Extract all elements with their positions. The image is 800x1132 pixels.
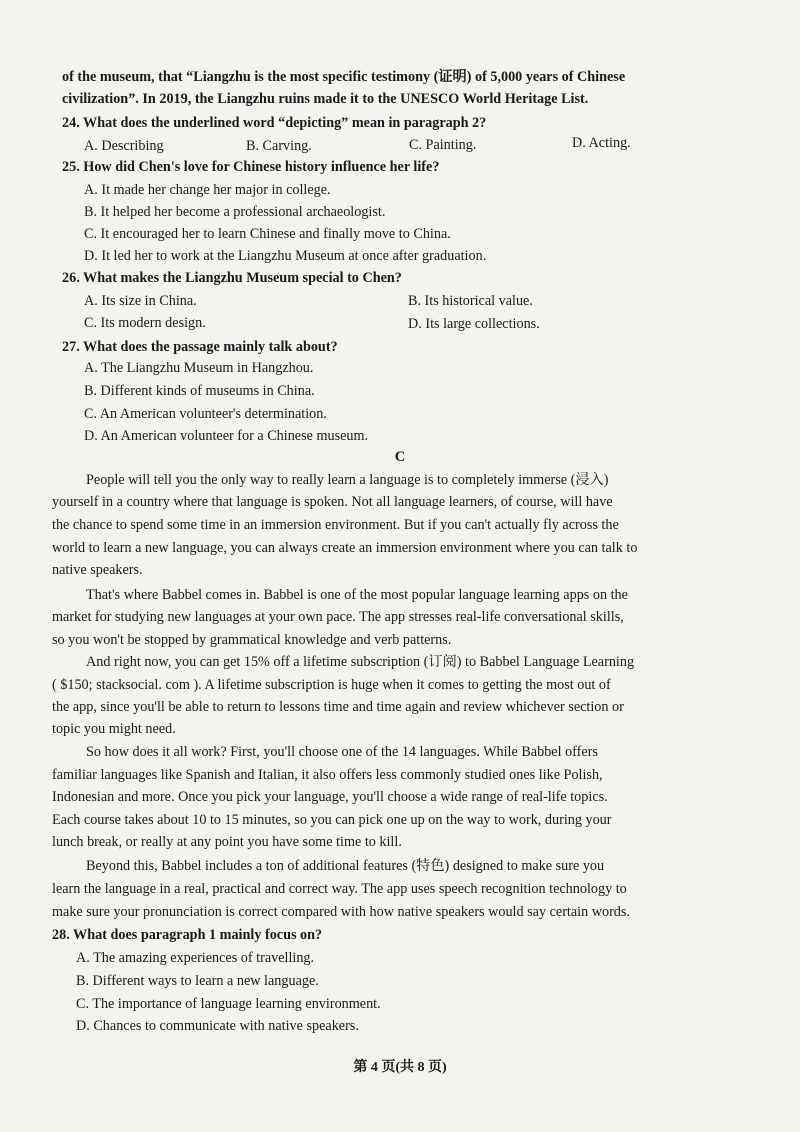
q27-option-d: D. An American volunteer for a Chinese museum. [84, 428, 369, 444]
question-24: 24. What does the underlined word “depicting” mean in paragraph 2? [62, 115, 487, 131]
question-26: 26. What makes the Liangzhu Museum special to Chen? [62, 270, 402, 286]
p5-line-3: make sure your pronunciation is correct compared with how native speakers would say certain words. [52, 904, 630, 920]
p2-line-1: That's where Babbel comes in. Babbel is one of the most popular language learning apps on the [86, 587, 628, 603]
q27-option-c: C. An American volunteer's determination. [84, 406, 327, 422]
question-28: 28. What does paragraph 1 mainly focus on? [52, 927, 323, 943]
p2-line-2: market for studying new languages at your own pace. The app stresses real-life conversational skills, [52, 609, 624, 625]
q28-option-d: D. Chances to communicate with native speakers. [76, 1018, 359, 1034]
q25-option-c: C. It encouraged her to learn Chinese and finally move to China. [84, 226, 451, 242]
question-27: 27. What does the passage mainly talk about? [62, 339, 338, 355]
q24-option-b: B. Carving. [246, 138, 312, 154]
p5-line-2: learn the language in a real, practical and correct way. The app uses speech recognition technology to [52, 881, 627, 897]
q26-option-a: A. Its size in China. [84, 293, 197, 309]
q26-option-b: B. Its historical value. [408, 293, 533, 309]
p3-line-3: the app, since you'll be able to return to lessons time and time again and review whichever section or [52, 699, 624, 715]
q28-option-a: A. The amazing experiences of travelling. [76, 950, 315, 966]
p2-line-3: so you won't be stopped by grammatical knowledge and verb patterns. [52, 632, 452, 648]
p3-line-4: topic you might need. [52, 721, 176, 737]
p4-line-3: Indonesian and more. Once you pick your language, you'll choose a wide range of real-life topics. [52, 789, 608, 805]
q25-option-a: A. It made her change her major in college. [84, 182, 331, 198]
q26-option-d: D. Its large collections. [408, 316, 540, 332]
q24-option-a: A. Describing [84, 138, 164, 154]
p4-line-2: familiar languages like Spanish and Italian, it also offers less commonly studied ones like Polish, [52, 767, 603, 783]
q24-option-c: C. Painting. [409, 137, 477, 153]
page-number: 第 4 页(共 8 页) [353, 1060, 447, 1075]
q27-option-a: A. The Liangzhu Museum in Hangzhou. [84, 360, 314, 376]
intro-line-1: of the museum, that “Liangzhu is the most specific testimony (证明) of 5,000 years of Chinese [62, 69, 626, 85]
q25-option-b: B. It helped her become a professional archaeologist. [84, 204, 386, 220]
p4-line-1: So how does it all work? First, you'll choose one of the 14 languages. While Babbel offers [86, 744, 598, 760]
p4-line-4: Each course takes about 10 to 15 minutes, so you can pick one up on the way to work, during your [52, 812, 612, 828]
question-25: 25. How did Chen's love for Chinese history influence her life? [62, 159, 440, 175]
p4-line-5: lunch break, or really at any point you have some time to kill. [52, 834, 402, 850]
p3-line-1: And right now, you can get 15% off a lifetime subscription (订阅) to Babbel Language Learning [86, 654, 635, 670]
p1-line-1: People will tell you the only way to really learn a language is to completely immerse (浸入) [86, 472, 609, 488]
intro-line-2: civilization”. In 2019, the Liangzhu ruins made it to the UNESCO World Heritage List. [62, 91, 589, 107]
q24-option-d: D. Acting. [572, 135, 631, 151]
q27-option-b: B. Different kinds of museums in China. [84, 383, 315, 399]
p1-line-2: yourself in a country where that language is spoken. Not all language learners, of course, will have [52, 494, 613, 510]
q26-option-c: C. Its modern design. [84, 315, 206, 331]
p1-line-4: world to learn a new language, you can always create an immersion environment where you can talk to [52, 540, 638, 556]
p1-line-5: native speakers. [52, 562, 143, 578]
p5-line-1: Beyond this, Babbel includes a ton of additional features (特色) designed to make sure you [86, 858, 605, 874]
q28-option-c: C. The importance of language learning environment. [76, 996, 381, 1012]
p1-line-3: the chance to spend some time in an immersion environment. But if you can't actually fly across the [52, 517, 619, 533]
p3-line-2: ( $150; stacksocial. com ). A lifetime subscription is huge when it comes to getting the most out of [52, 677, 611, 693]
q28-option-b: B. Different ways to learn a new language. [76, 973, 319, 989]
section-heading: C [394, 449, 406, 465]
q25-option-d: D. It led her to work at the Liangzhu Museum at once after graduation. [84, 248, 487, 264]
